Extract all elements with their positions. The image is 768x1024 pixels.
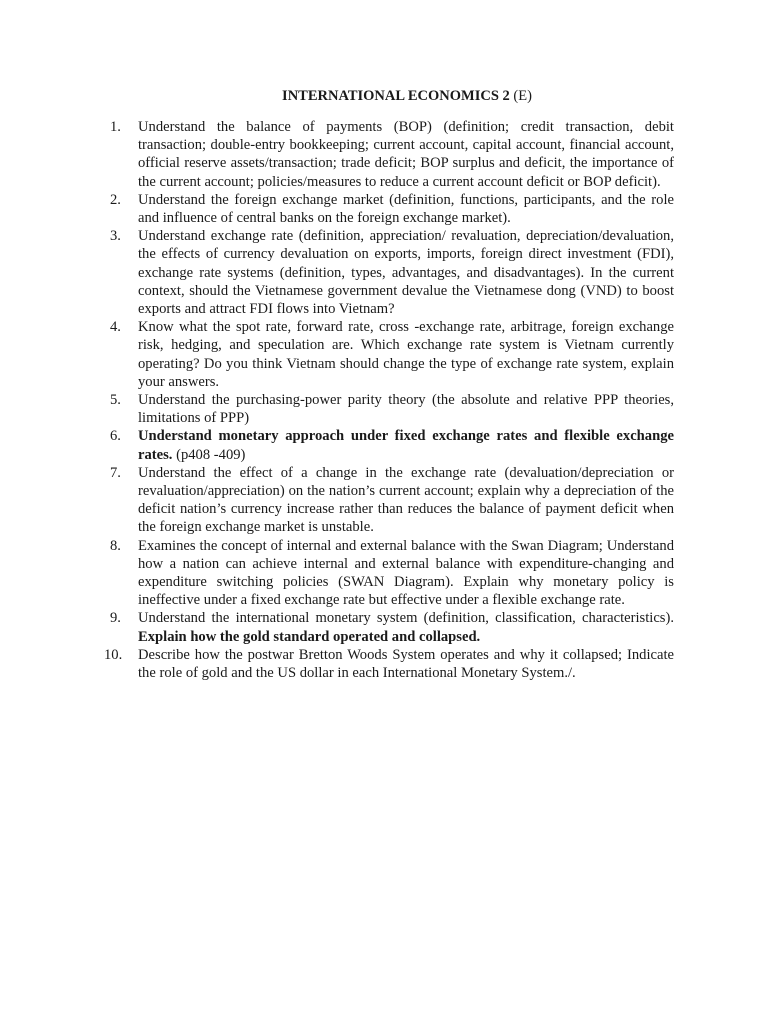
list-item-text: Understand the foreign exchange market (definition, functions, participants, and the role and influence of central banks on the foreign exchange market). <box>138 191 674 227</box>
list-item-text: Examines the concept of internal and external balance with the Swan Diagram; Understand how a nation can achieve internal and external balance with expenditure-changing and expenditure switching policies (SWAN Diagram). Explain why monetary policy is ineffective under a fixed exchange rate but effective under a flexible exchange rate. <box>138 537 674 609</box>
list-item-text-bold: Understand monetary approach under fixed exchange rates and flexible exchange rates. <box>138 428 674 463</box>
list-item <box>104 537 674 610</box>
list-item <box>104 391 674 427</box>
list-item <box>104 227 674 318</box>
list-item-text: Understand the purchasing-power parity theory (the absolute and relative PPP theories, limitations of PPP) <box>138 392 674 427</box>
list-item <box>104 318 674 391</box>
list-item <box>104 464 674 537</box>
list-item-number: 2. <box>110 191 121 208</box>
list-item-text: Know what the spot rate, forward rate, cross -exchange rate, arbitrage, foreign exchange risk, hedging, and speculation are. Which exchange rate system is Vietnam currently operating? Do you think Vietnam should change the type of exchange rate system, explain your answers. <box>138 319 674 390</box>
list-item-number: 3. <box>110 228 121 245</box>
list-item-text: (p408 -409) <box>172 446 246 463</box>
list-item-number: 7. <box>110 464 121 481</box>
list-item <box>104 118 674 191</box>
document-title-suffix: (E) <box>509 88 532 104</box>
list-item-text: Understand the international monetary system (definition, classification, characteristics). <box>138 610 674 627</box>
list-item-text: Understand exchange rate (definition, appreciation/ revaluation, depreciation/devaluation, the effects of currency devaluation on exports, imports, foreign direct investment (FDI), exchange rate systems (definition, types, advantages, and disadvantages). In the current context, should the Vietnamese government devalue the Vietnamese dong (VND) to boost exports and attract FDI flows into Vietnam? <box>138 228 674 318</box>
list-item <box>104 191 674 227</box>
list-item-number: 8. <box>110 537 121 554</box>
list-item <box>104 646 674 682</box>
list-item <box>104 427 674 463</box>
list-item-text: Understand the effect of a change in the exchange rate (devaluation/depreciation or revaluation/appreciation) on the nation’s current account; explain why a depreciation of the deficit nation’s currency increase rather than reduces the balance of payment deficit when the foreign exchange market is unstable. <box>138 464 674 536</box>
list-item-number: 6. <box>110 428 121 445</box>
list-item-number: 9. <box>110 610 121 627</box>
document-title <box>0 86 768 106</box>
document-title-main: INTERNATIONAL ECONOMICS 2 <box>282 88 510 104</box>
list-item-number: 4. <box>110 319 121 336</box>
list-item-number: 10. <box>104 646 123 663</box>
list-item-text-bold: Explain how the gold standard operated and collapsed. <box>138 628 481 645</box>
list-item-number: 5. <box>110 392 121 409</box>
list-item-text: Describe how the postwar Bretton Woods System operates and why it collapsed; Indicate the role of gold and the US dollar in each International Monetary System./. <box>138 646 674 682</box>
list-item <box>104 609 674 645</box>
list-item-text: Understand the balance of payments (BOP) (definition; credit transaction, debit transaction; double-entry bookkeeping; current account, capital account, financial account, official reserve assets/transaction; trade deficit; BOP surplus and deficit, the importance of the current account; policies/measures to reduce a current account deficit or BOP deficit). <box>138 119 674 190</box>
list-item-number: 1. <box>110 119 121 135</box>
question-list <box>104 118 674 682</box>
